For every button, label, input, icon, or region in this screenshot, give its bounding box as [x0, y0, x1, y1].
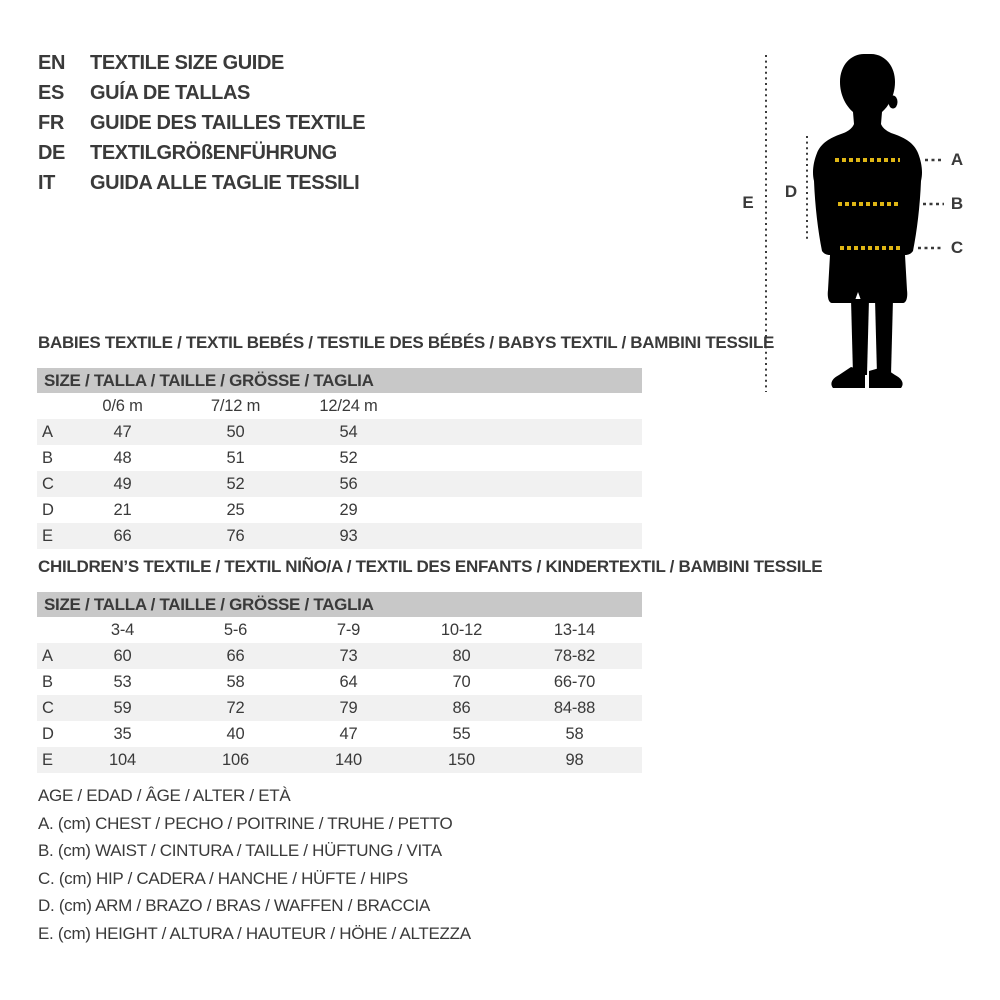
measure-label-c: C	[950, 238, 964, 257]
language-code: EN	[38, 51, 65, 74]
measurement-figure	[735, 45, 1000, 400]
row-label-cell: A	[37, 419, 66, 445]
table-row	[37, 695, 642, 721]
empty-cell	[405, 497, 642, 523]
measure-label-e: E	[742, 193, 754, 212]
empty-cell	[631, 643, 642, 669]
size-value-cell: 66-70	[553, 672, 596, 691]
row-label-cell: E	[37, 523, 66, 549]
table-row	[37, 445, 642, 471]
empty-cell	[631, 695, 642, 721]
children-section-heading: CHILDREN’S TEXTILE / TEXTIL NIÑO/A / TEXTIL DES ENFANTS / KINDERTEXTIL / BAMBINI TESSILE	[38, 557, 823, 576]
column-header-cell: 10-12	[440, 620, 483, 639]
row-label-cell: C	[37, 471, 66, 497]
legend-line-hip: C. (cm) HIP / CADERA / HANCHE / HÜFTE / HIPS	[38, 868, 408, 888]
guide-title: TEXTILE SIZE GUIDE	[90, 51, 284, 74]
size-value-cell: 93	[292, 523, 405, 549]
table-row	[37, 419, 642, 445]
size-header-cell: SIZE / TALLA / TAILLE / GRÖSSE / TAGLIA	[37, 368, 642, 393]
empty-cell	[37, 617, 66, 643]
size-value-cell: 52	[179, 471, 292, 497]
size-value-cell: 73	[292, 643, 405, 669]
language-code: IT	[38, 171, 55, 194]
table-row	[37, 471, 642, 497]
language-row	[38, 78, 365, 108]
table-header-bar	[37, 368, 642, 393]
size-value-cell: 55	[452, 724, 471, 743]
legend-line-arm: D. (cm) ARM / BRAZO / BRAS / WAFFEN / BRACCIA	[38, 896, 431, 915]
language-row	[38, 48, 365, 78]
row-label-cell: D	[42, 724, 54, 743]
size-value-cell: 51	[226, 448, 245, 467]
size-value-cell: 66	[66, 523, 179, 549]
table-header-bar	[37, 592, 642, 617]
size-value-cell: 140	[292, 747, 405, 773]
empty-cell	[405, 445, 642, 471]
children-size-table	[37, 592, 642, 773]
language-row	[38, 108, 365, 138]
empty-cell	[405, 393, 642, 419]
guide-title: GUIDA ALLE TAGLIE TESSILI	[90, 171, 360, 194]
empty-cell	[405, 523, 642, 549]
size-header-cell: SIZE / TALLA / TAILLE / GRÖSSE / TAGLIA	[37, 592, 642, 617]
measure-label-d: D	[784, 182, 798, 201]
size-value-cell: 49	[66, 471, 179, 497]
guide-title: GUÍA DE TALLAS	[90, 81, 250, 104]
language-title-list	[38, 48, 365, 198]
legend-line-waist: B. (cm) WAIST / CINTURA / TAILLE / HÜFTUNG / VITA	[38, 841, 442, 860]
babies-size-table	[37, 368, 642, 549]
size-value-cell: 50	[179, 419, 292, 445]
size-value-cell: 104	[66, 747, 179, 773]
empty-cell	[631, 747, 642, 773]
size-value-cell: 80	[405, 643, 518, 669]
row-label-cell: B	[42, 448, 53, 467]
row-label-cell: A	[37, 643, 66, 669]
size-value-cell: 106	[179, 747, 292, 773]
empty-cell	[37, 393, 66, 419]
size-value-cell: 54	[292, 419, 405, 445]
table-row	[37, 669, 642, 695]
column-header-cell: 3-4	[110, 620, 135, 639]
empty-cell	[631, 669, 642, 695]
size-value-cell: 64	[339, 672, 358, 691]
table-row	[37, 721, 642, 747]
size-value-cell: 48	[113, 448, 132, 467]
guide-title: TEXTILGRÖßENFÜHRUNG	[90, 141, 337, 164]
measure-label-b: B	[950, 194, 964, 213]
column-header-cell: 0/6 m	[102, 396, 143, 415]
size-value-cell: 79	[292, 695, 405, 721]
measure-label-a: A	[950, 150, 964, 169]
size-value-cell: 25	[226, 500, 245, 519]
guide-title: GUIDE DES TAILLES TEXTILE	[90, 111, 366, 134]
column-header-cell: 7/12 m	[210, 396, 261, 415]
legend-line-age: AGE / EDAD / ÂGE / ALTER / ETÀ	[38, 786, 291, 805]
size-value-cell: 29	[339, 500, 358, 519]
language-row	[38, 138, 365, 168]
table-row	[37, 643, 642, 669]
size-value-cell: 58	[565, 724, 584, 743]
size-value-cell: 66	[179, 643, 292, 669]
empty-cell	[631, 721, 642, 747]
table-row	[37, 497, 642, 523]
size-value-cell: 78-82	[518, 643, 631, 669]
size-value-cell: 47	[66, 419, 179, 445]
language-code: DE	[38, 141, 65, 164]
column-header-row	[37, 617, 642, 643]
size-value-cell: 98	[518, 747, 631, 773]
language-code: FR	[38, 111, 64, 134]
table-row	[37, 523, 642, 549]
column-header-cell: 5-6	[223, 620, 248, 639]
babies-section-heading: BABIES TEXTILE / TEXTIL BEBÉS / TESTILE DES BÉBÉS / BABYS TEXTIL / BAMBINI TESSILE	[38, 333, 775, 352]
size-value-cell: 58	[226, 672, 245, 691]
row-label-cell: B	[42, 672, 53, 691]
column-header-cell: 7-9	[336, 620, 361, 639]
size-value-cell: 35	[113, 724, 132, 743]
size-value-cell: 59	[66, 695, 179, 721]
child-silhouette-graphic	[735, 45, 1000, 400]
empty-cell	[405, 471, 642, 497]
row-label-cell: D	[42, 500, 54, 519]
column-header-cell: 13-14	[553, 620, 596, 639]
size-value-cell: 56	[292, 471, 405, 497]
size-value-cell: 21	[113, 500, 132, 519]
language-row	[38, 168, 365, 198]
table-row	[37, 747, 642, 773]
language-code: ES	[38, 81, 64, 104]
column-header-cell: 12/24 m	[319, 396, 378, 415]
size-value-cell: 84-88	[518, 695, 631, 721]
measurement-legend	[38, 782, 471, 947]
size-value-cell: 150	[405, 747, 518, 773]
empty-cell	[631, 617, 642, 643]
size-value-cell: 40	[226, 724, 245, 743]
legend-line-chest: A. (cm) CHEST / PECHO / POITRINE / TRUHE / PETTO	[38, 813, 453, 833]
row-label-cell: E	[37, 747, 66, 773]
size-value-cell: 86	[405, 695, 518, 721]
size-value-cell: 70	[452, 672, 471, 691]
size-value-cell: 53	[113, 672, 132, 691]
empty-cell	[405, 419, 642, 445]
child-silhouette	[813, 54, 922, 388]
size-value-cell: 72	[179, 695, 292, 721]
size-value-cell: 47	[339, 724, 358, 743]
column-header-row	[37, 393, 642, 419]
size-value-cell: 60	[66, 643, 179, 669]
row-label-cell: C	[37, 695, 66, 721]
size-value-cell: 76	[179, 523, 292, 549]
size-value-cell: 52	[339, 448, 358, 467]
legend-line-height: E. (cm) HEIGHT / ALTURA / HAUTEUR / HÖHE / ALTEZZA	[38, 923, 471, 943]
